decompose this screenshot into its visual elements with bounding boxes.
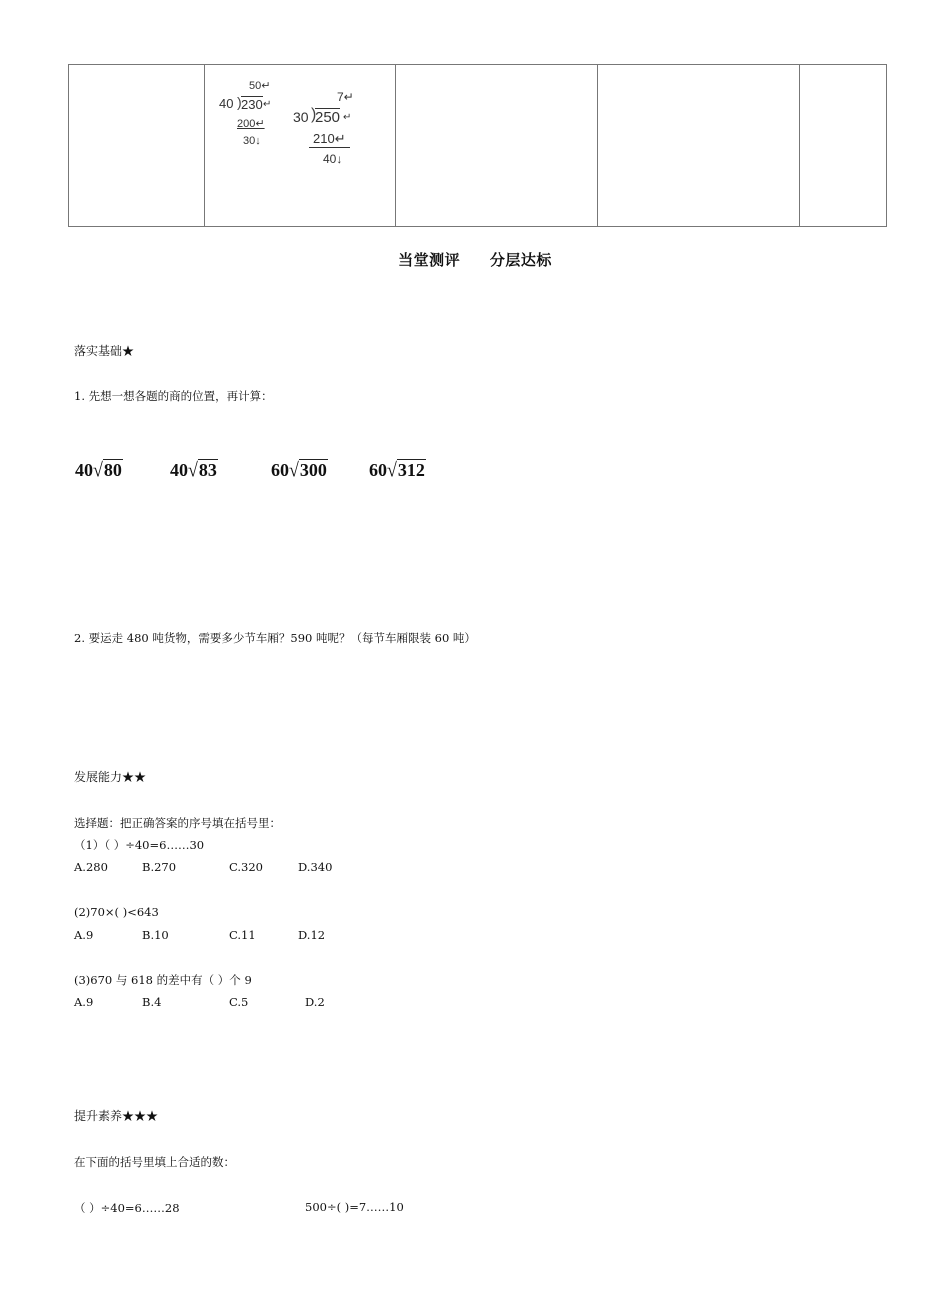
division-problem: 40√80 — [75, 458, 122, 481]
division-problem: 60√312 — [369, 458, 425, 481]
option: B.270 — [142, 860, 177, 874]
option: C.11 — [229, 928, 256, 942]
option: A.9 — [74, 995, 94, 1009]
table-cell-4 — [598, 65, 800, 227]
divisor: 30 — [293, 109, 309, 125]
question-2-text: 2. 要运走 480 吨货物，需要多少节车厢？590 吨呢？（每节车厢限装 60 吨） — [74, 631, 476, 645]
section-heading-develop: 发展能力★★ — [74, 770, 147, 784]
page-title: 当堂测评 分层达标 — [398, 251, 552, 269]
table-cell-1 — [69, 65, 205, 227]
remainder: 40↓ — [323, 152, 343, 166]
option: A.280 — [74, 860, 108, 874]
fill-in-intro: 在下面的括号里填上合适的数： — [74, 1155, 235, 1169]
division-problem: 60√300 — [271, 458, 327, 481]
option: A.9 — [74, 928, 94, 942]
remainder: 30↓ — [243, 135, 261, 147]
option: D.12 — [298, 928, 326, 942]
divisor: 40 — [219, 96, 234, 111]
option: C.320 — [229, 860, 263, 874]
choice-intro: 选择题：把正确答案的序号填在括号里： — [74, 816, 281, 830]
fill-in-item: 500÷( )=7……10 — [305, 1200, 404, 1214]
dividend: 250 — [315, 109, 341, 126]
table-cell-2: 50↵ 40 ) 230 ↵ 200↵ 30↓ 7↵ 30 ) 250 ↵ 210↵ 40↓ — [205, 65, 396, 227]
option: C.5 — [229, 995, 249, 1009]
section-heading-improve: 提升素养★★★ — [74, 1109, 159, 1123]
question-1-text: 1. 先想一想各题的商的位置，再计算： — [74, 389, 273, 403]
table-cell-5 — [800, 65, 887, 227]
option: D.340 — [298, 860, 333, 874]
product: 210↵ — [309, 131, 350, 148]
choice-question-stem: (3)670 与 618 的差中有（ ）个 9 — [74, 973, 252, 987]
quotient: 50↵ — [249, 80, 271, 92]
choice-question-stem: （1）（ ）÷40=6……30 — [74, 838, 205, 852]
dividend: 230 — [241, 97, 263, 112]
choice-question-stem: (2)70×( )<643 — [74, 905, 159, 919]
product: 200↵ — [237, 118, 265, 130]
division-problem: 40√83 — [170, 458, 217, 481]
worksheet-table — [68, 64, 887, 227]
fill-in-item: （ ）÷40=6……28 — [74, 1201, 180, 1215]
option: B.10 — [142, 928, 169, 942]
quotient: 7↵ — [337, 90, 354, 104]
table-cell-3 — [396, 65, 598, 227]
section-heading-basic: 落实基础★ — [74, 344, 135, 358]
option: D.2 — [305, 995, 325, 1009]
option: B.4 — [142, 995, 162, 1009]
